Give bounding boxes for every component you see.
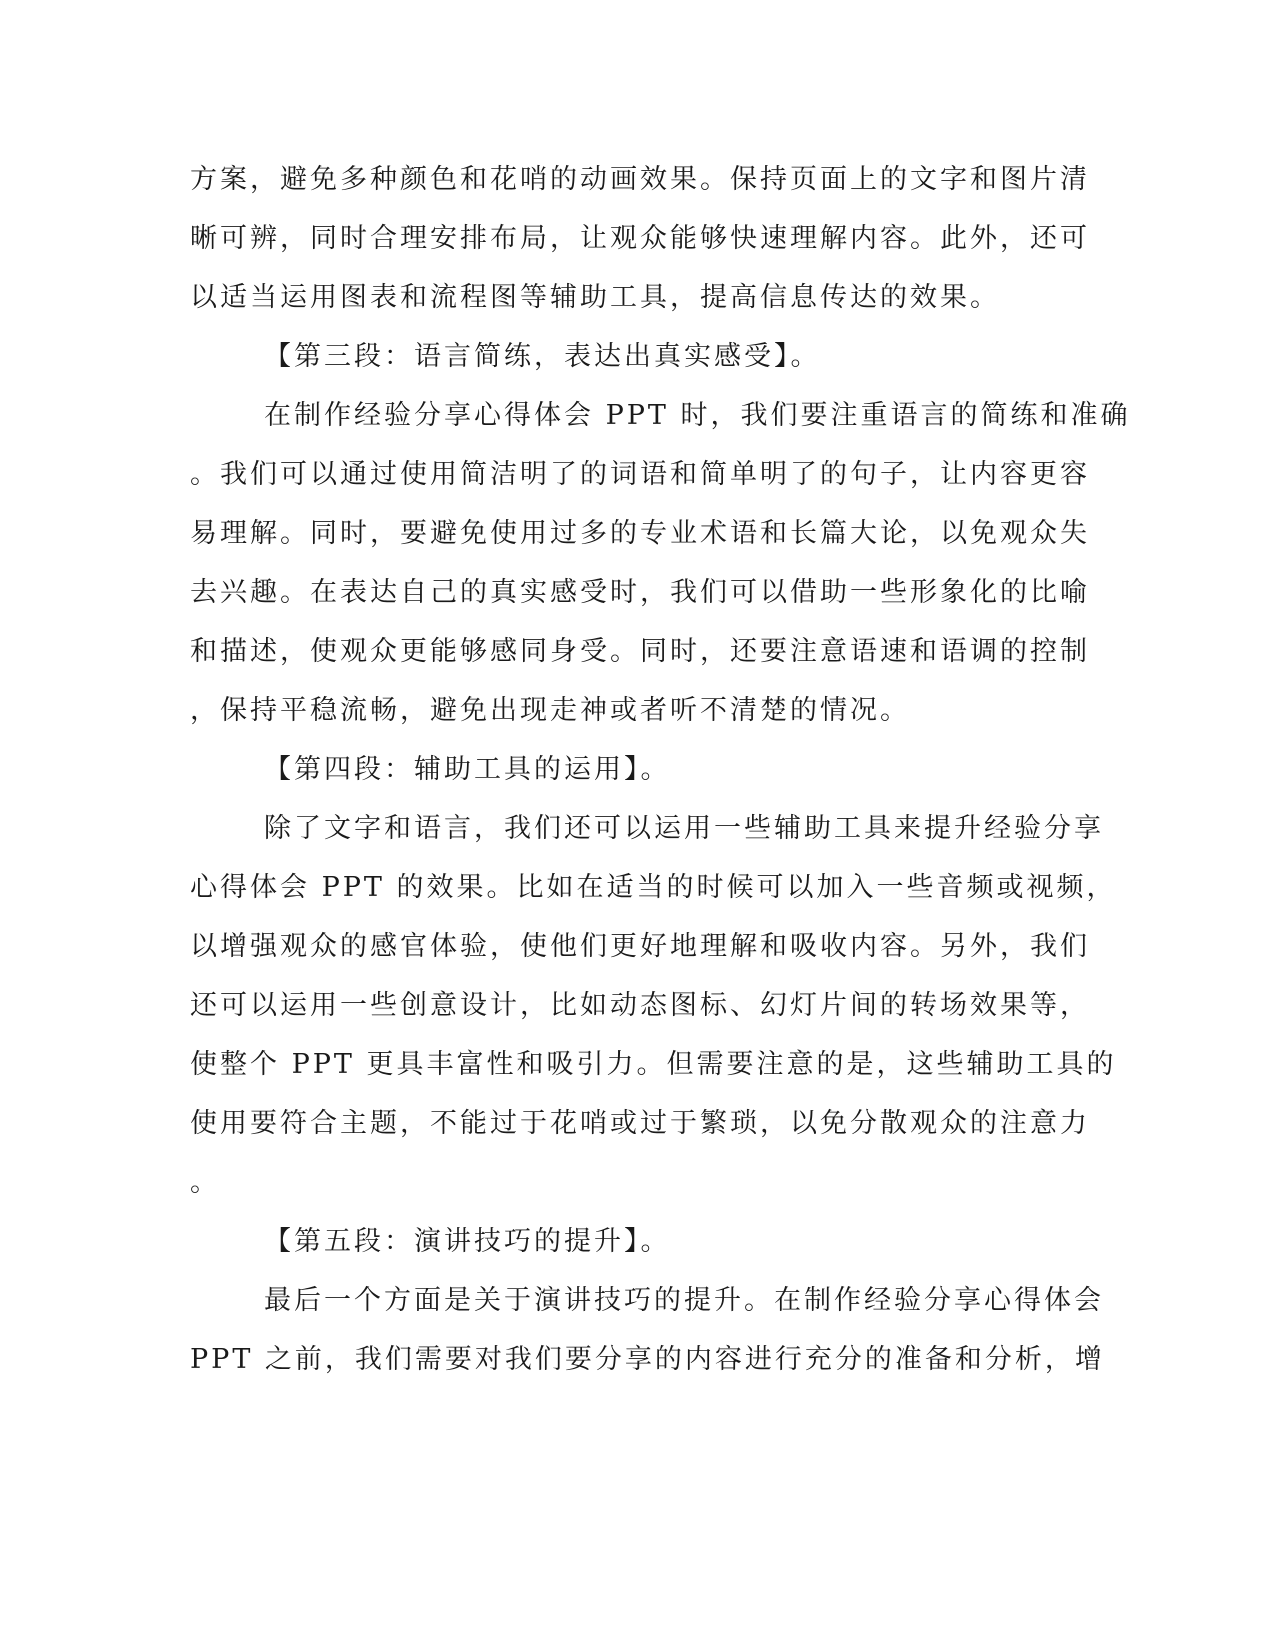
text-line: 在制作经验分享心得体会 PPT 时，我们要注重语言的简练和准确 bbox=[264, 400, 1131, 431]
text-line: 易理解。同时，要避免使用过多的专业术语和长篇大论，以免观众失 bbox=[190, 518, 1090, 549]
text-line: 除了文字和语言，我们还可以运用一些辅助工具来提升经验分享 bbox=[264, 813, 1104, 844]
text-line: 以适当运用图表和流程图等辅助工具，提高信息传达的效果。 bbox=[190, 282, 1000, 313]
text-line: 和描述，使观众更能够感同身受。同时，还要注意语速和语调的控制 bbox=[190, 636, 1090, 667]
text-line: 。 bbox=[190, 1167, 220, 1198]
text-line: 。我们可以通过使用简洁明了的词语和简单明了的句子，让内容更容 bbox=[190, 459, 1090, 490]
text-line: 心得体会 PPT 的效果。比如在适当的时候可以加入一些音频或视频， bbox=[190, 872, 1117, 903]
text-line: 还可以运用一些创意设计，比如动态图标、幻灯片间的转场效果等， bbox=[190, 990, 1090, 1021]
text-line: PPT 之前，我们需要对我们要分享的内容进行充分的准备和分析，增 bbox=[190, 1344, 1105, 1375]
text-line: 使用要符合主题，不能过于花哨或过于繁琐，以免分散观众的注意力 bbox=[190, 1108, 1090, 1139]
text-line: 晰可辨，同时合理安排布局，让观众能够快速理解内容。此外，还可 bbox=[190, 223, 1090, 254]
text-line: 去兴趣。在表达自己的真实感受时，我们可以借助一些形象化的比喻 bbox=[190, 577, 1090, 608]
text-line: 使整个 PPT 更具丰富性和吸引力。但需要注意的是，这些辅助工具的 bbox=[190, 1049, 1117, 1080]
section-heading: 【第三段：语言简练，表达出真实感受】。 bbox=[264, 341, 821, 372]
section-heading: 【第四段：辅助工具的运用】。 bbox=[264, 754, 671, 785]
text-line: ，保持平稳流畅，避免出现走神或者听不清楚的情况。 bbox=[190, 695, 910, 726]
text-line: 方案，避免多种颜色和花哨的动画效果。保持页面上的文字和图片清 bbox=[190, 164, 1090, 195]
text-line: 以增强观众的感官体验，使他们更好地理解和吸收内容。另外，我们 bbox=[190, 931, 1090, 962]
text-line: 最后一个方面是关于演讲技巧的提升。在制作经验分享心得体会 bbox=[264, 1285, 1104, 1316]
section-heading: 【第五段：演讲技巧的提升】。 bbox=[264, 1226, 671, 1257]
